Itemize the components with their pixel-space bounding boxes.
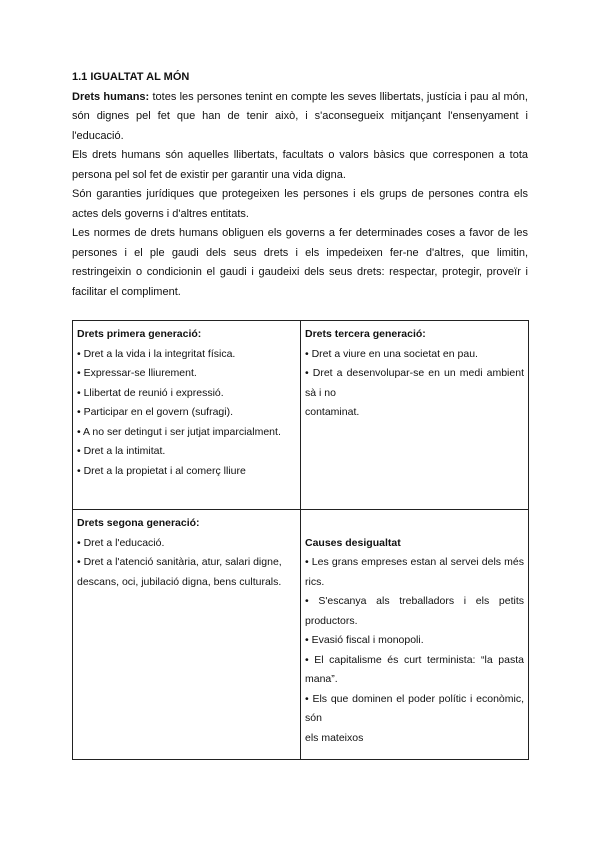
list-item: • Llibertat de reunió i expressió. <box>77 386 224 399</box>
first-generation-title: Drets primera generació: <box>77 328 202 340</box>
second-generation-title: Drets segona generació: <box>77 517 200 529</box>
table-row <box>73 510 529 760</box>
rights-table <box>72 320 529 760</box>
list-item-continuation: els mateixos <box>305 731 364 744</box>
list-item: • Dret a la vida i la integritat física. <box>77 347 236 360</box>
second-generation-cell <box>73 510 301 760</box>
list-item: • Dret a desenvolupar-se en un medi ambient sà i no <box>305 367 524 399</box>
paragraph: Les normes de drets humans obliguen els governs a fer determinades coses a favor de les persones i el ple gaudi dels seus drets i els impedeixen fer-ne d'altres, que limitin, restringeixin o condicionin el gaudi i gaudeixi dels seus drets: respectar, protegir, proveïr i facilitar el compliment. <box>72 227 528 298</box>
intro-term: Drets humans: <box>72 90 150 103</box>
table-row <box>73 321 529 510</box>
paragraph: Són garanties jurídiques que protegeixen les persones i els grups de persones contra els actes dels governs i d'altres entitats. <box>72 188 528 220</box>
list-item: • Dret a viure en una societat en pau. <box>305 347 478 360</box>
third-generation-title: Drets tercera generació: <box>305 328 426 340</box>
inequality-causes-title: Causes desigualtat <box>305 536 401 549</box>
list-item: • Evasió fiscal i monopoli. <box>305 634 424 646</box>
list-item: • Dret a la propietat i al comerç lliure <box>77 464 246 477</box>
list-item: • A no ser detingut i ser jutjat imparcialment. <box>77 425 281 438</box>
section-heading: 1.1 IGUALTAT AL MÓN <box>72 71 190 83</box>
list-item-continuation: descans, oci, jubilació digna, bens culturals. <box>77 575 282 588</box>
intro-text: totes les persones tenint en compte les seves llibertats, justícia i pau al món, són dignes pel fet que han de tenir això, i s'aconsegueix mitjançant l'ensenyament i l'educació. <box>72 90 528 142</box>
paragraph: Els drets humans són aquelles llibertats, facultats o valors bàsics que corresponen a tota persona pel sol fet de existir per garantir una vida digna. <box>72 149 528 181</box>
first-generation-cell <box>73 321 301 510</box>
list-item: • Els que dominen el poder polític i econòmic, són <box>305 692 524 724</box>
list-item-continuation: contaminat. <box>305 406 360 418</box>
list-item: • Dret a l'educació. <box>77 536 165 549</box>
list-item: • S'escanya als treballadors i els petits productors. <box>305 595 524 627</box>
third-generation-cell <box>301 321 529 510</box>
list-item: • Participar en el govern (sufragi). <box>77 406 233 418</box>
list-item: • Expressar-se lliurement. <box>77 367 197 379</box>
section-content <box>72 68 528 302</box>
list-item: • Dret a l'atenció sanitària, atur, salari digne, <box>77 556 282 568</box>
list-item: • El capitalisme és curt terminista: “la pasta mana”. <box>305 653 524 685</box>
list-item: • Les grans empreses estan al servei dels més rics. <box>305 556 524 588</box>
inequality-causes-cell <box>301 510 529 760</box>
intro-paragraph <box>72 88 528 147</box>
list-item: • Dret a la intimitat. <box>77 445 166 457</box>
